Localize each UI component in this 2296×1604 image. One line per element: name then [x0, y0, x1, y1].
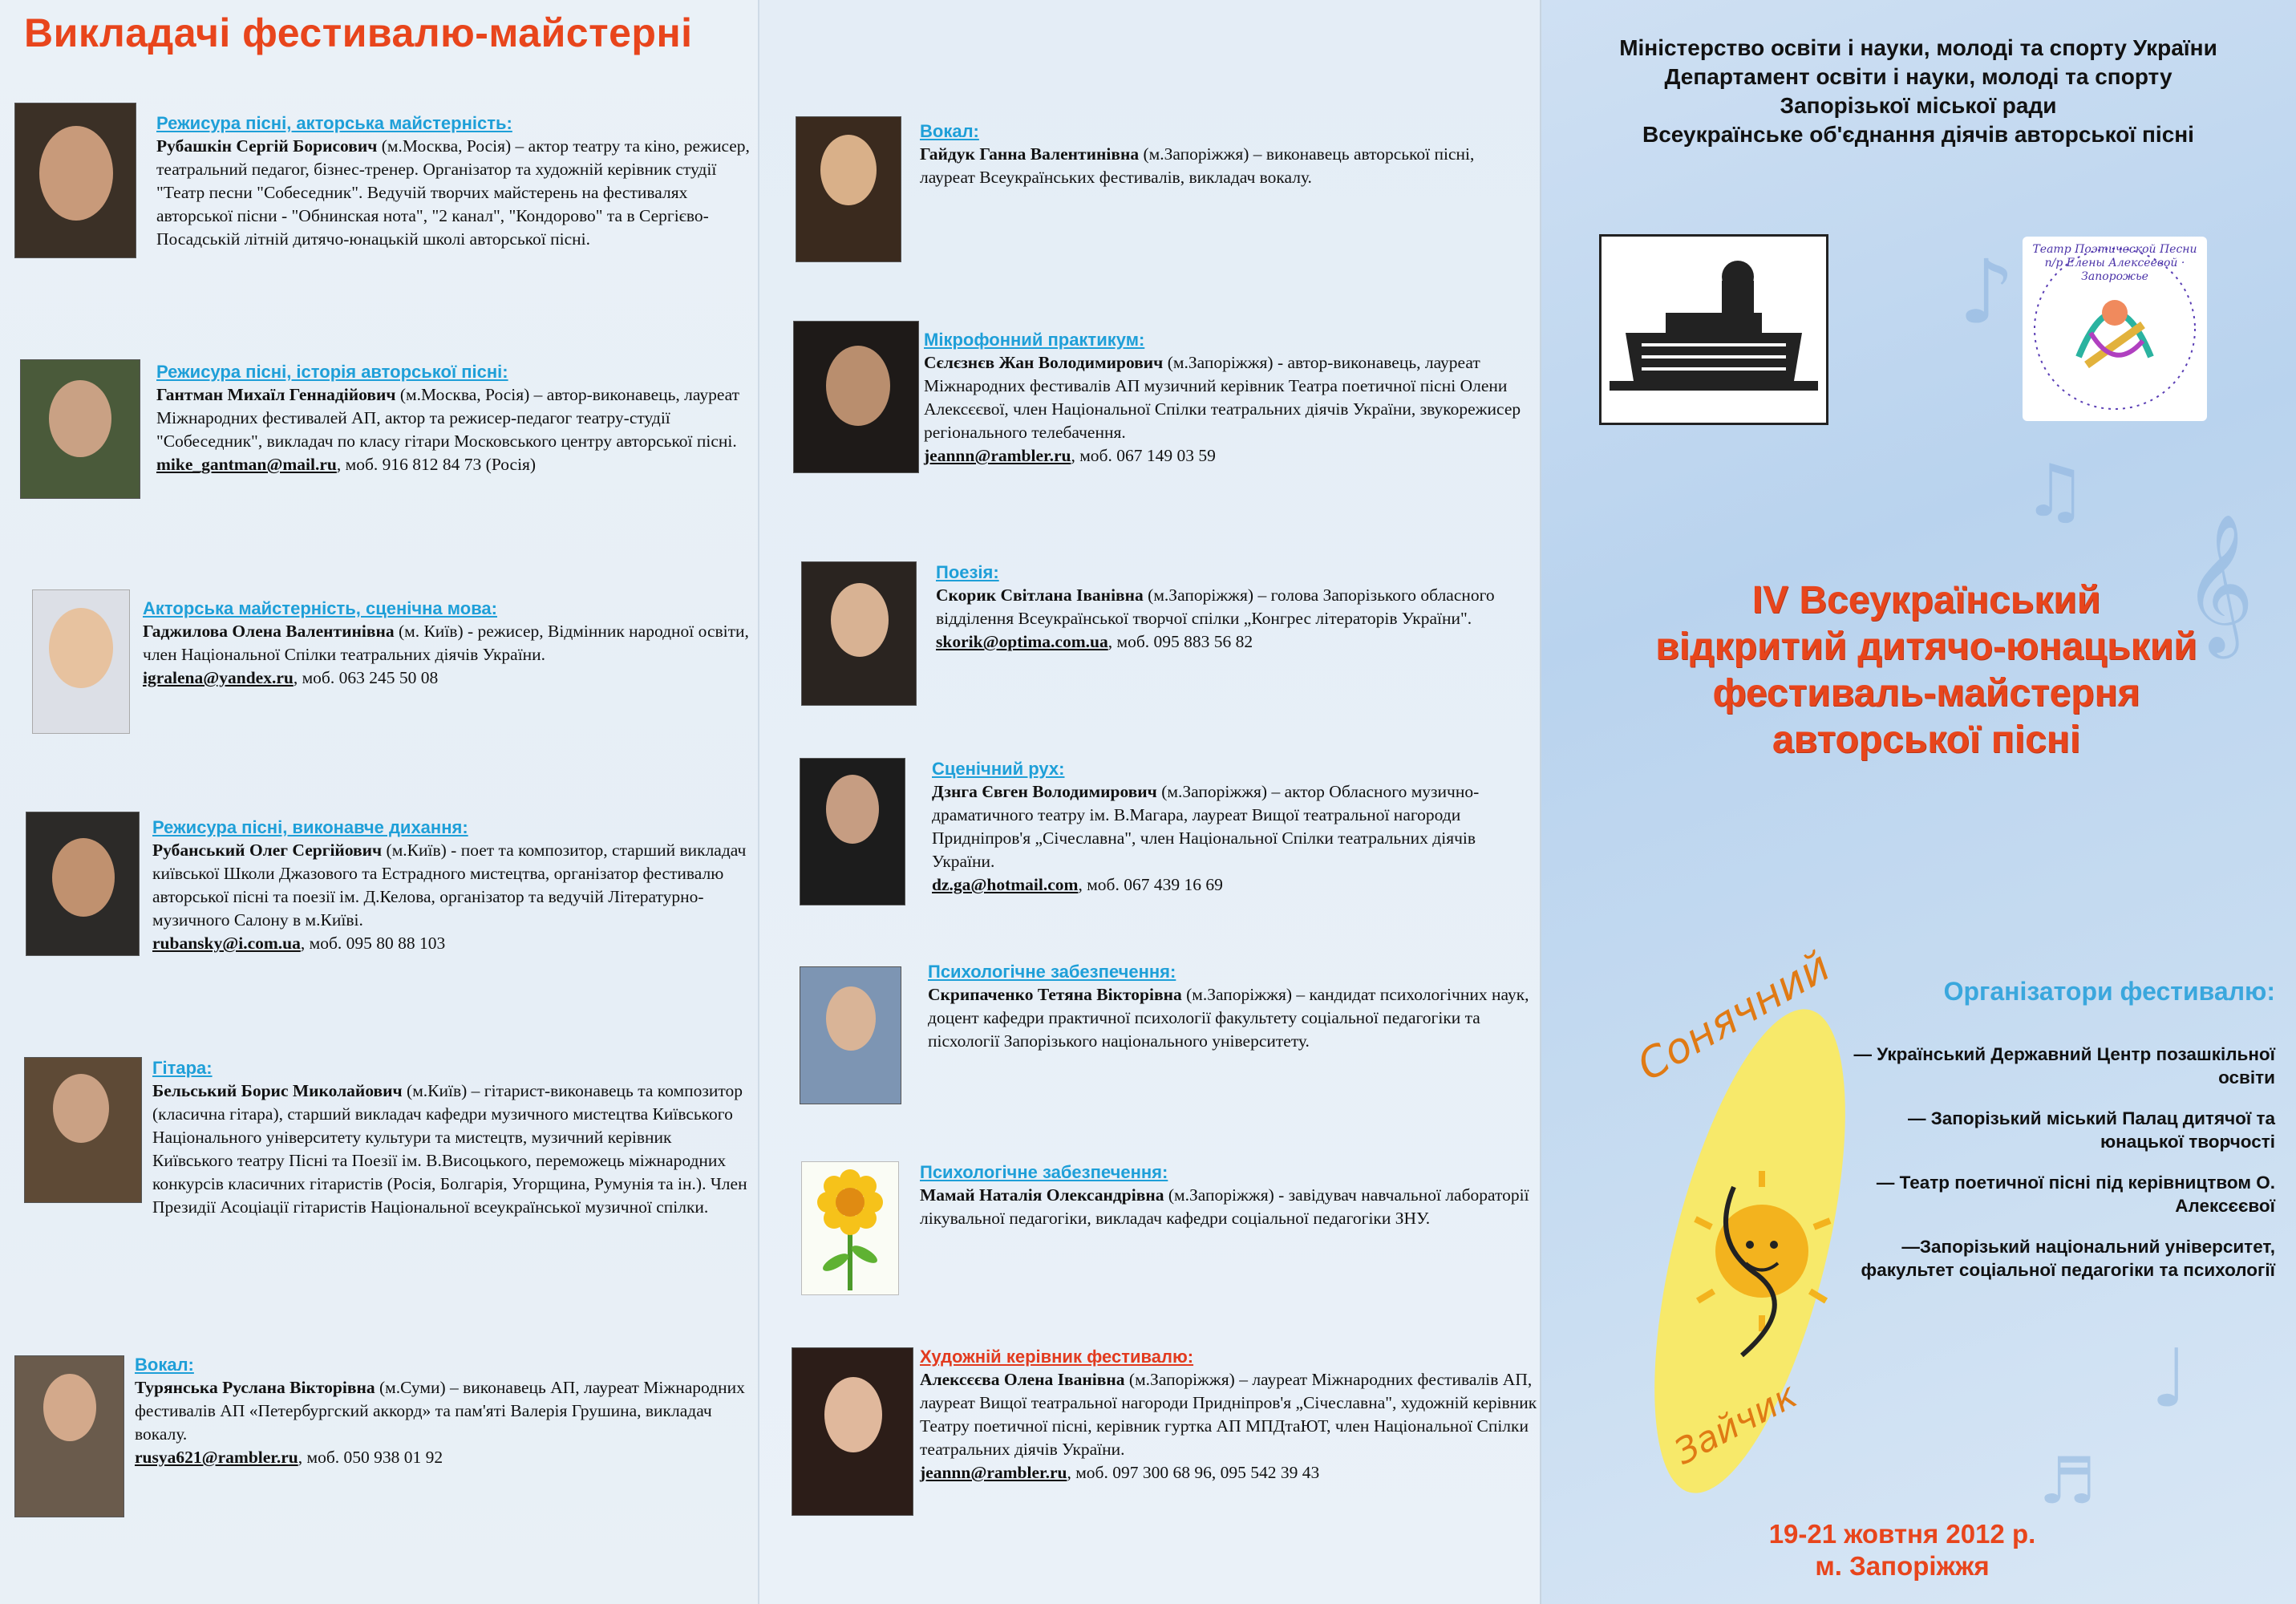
date-line: 19-21 жовтня 2012 р.	[1768, 1519, 2036, 1549]
organizers-list	[1826, 1043, 2275, 1299]
entry-text: (м. Київ) - режисер, Відмінник народної освіти, член Національної Спілки театральних діячів України.	[143, 622, 749, 664]
entry-role: Психологічне забезпечення:	[928, 962, 1176, 982]
palace-building-logo	[1599, 234, 1828, 425]
music-note-icon: ♬	[2039, 1444, 2096, 1518]
portrait-photo	[792, 1347, 913, 1516]
title-line: відкритий дитячо-юнацький	[1655, 626, 2197, 668]
portrait-photo	[20, 359, 140, 499]
entry-phone: , моб. 067 149 03 59	[1071, 446, 1216, 465]
sun-logo-top-text: Сонячний	[1630, 942, 1839, 1091]
entry-name: Рубанський Олег Сергійович	[152, 840, 383, 860]
theatre-logo-text: Театр Поэтической Песни п/р Елены Алексеевой · Запорожье	[2032, 243, 2197, 283]
entry-name: Гайдук Ганна Валентинівна	[920, 144, 1140, 164]
title-line: авторської пісні	[1772, 719, 2081, 761]
entry-role: Психологічне забезпечення:	[920, 1162, 1168, 1182]
entry-email[interactable]: igralena@yandex.ru	[143, 668, 294, 687]
portrait-photo	[793, 321, 919, 473]
teacher-entry	[152, 1057, 750, 1219]
entry-role: Поезія:	[936, 562, 999, 582]
entry-role: Художній керівник фестивалю:	[920, 1347, 1194, 1367]
org-line: Департамент освіти і науки, молоді та спорту	[1664, 64, 2172, 89]
entry-text: (м.Запоріжжя) – актор Обласного музично-драматичного театру ім. В.Магара, лауреат Вищої театральної нагороди Придніпров'я „Січеславна", член Національної Спілки театральних діячів України.	[932, 782, 1480, 871]
teacher-entry	[932, 758, 1533, 897]
portrait-photo	[24, 1057, 142, 1203]
entry-text: (м.Запоріжжя) – виконавець авторської пісні, лауреат Всеукраїнських фестивалів, викладач вокалу.	[920, 144, 1475, 187]
cover-panel	[1540, 0, 2296, 1604]
teacher-entry	[156, 361, 754, 476]
sunflower-illustration	[801, 1161, 899, 1295]
music-note-icon: ♫	[2023, 449, 2087, 533]
entry-email[interactable]: mike_gantman@mail.ru	[156, 455, 337, 474]
title-line: фестиваль-майстерня	[1712, 672, 2140, 715]
teacher-entry	[920, 120, 1529, 189]
organizer-item: — Запорізький міський Палац дитячої та юнацької творчості	[1907, 1108, 2275, 1152]
portrait-photo	[32, 589, 130, 734]
entry-name: Гаджилова Олена Валентинівна	[143, 622, 395, 641]
festival-title	[1589, 577, 2263, 764]
entry-name: Бельський Борис Миколайович	[152, 1081, 403, 1100]
entry-phone: , моб. 050 938 01 92	[298, 1448, 443, 1467]
entry-role: Акторська майстерність, сценічна мова:	[143, 598, 497, 618]
entry-name: Дзнга Євген Володимирович	[932, 782, 1157, 801]
entry-email[interactable]: jeannn@rambler.ru	[920, 1463, 1067, 1482]
organizer-header	[1557, 34, 2279, 149]
entry-name: Алексєєва Олена Іванівна	[920, 1370, 1125, 1389]
entry-email[interactable]: rubansky@i.com.ua	[152, 934, 301, 953]
teacher-entry	[936, 561, 1529, 654]
portrait-photo	[800, 758, 905, 905]
entry-text: (м.Запоріжжя) – лауреат Міжнародних фестивалів АП, лауреат Вищої театральної нагороди Придніпров'я „Січеславна", художній керівник Театру поетичної пісні, керівник гуртка АП МПДтаЮТ, член Національної Спілки театральних діячів України.	[920, 1370, 1537, 1459]
theatre-logo	[2023, 237, 2207, 421]
entry-text: (м.Київ) – гітарист-виконавець та композитор (класична гітара), старший викладач кафедри музичного мистецтва Київського Національного університету культури та мистецтв, музичний керівник Київського театру Пісні та Поезії ім. В.Висоцького, переможець міжнародних конкурсів класичних гітаристів (Росія, Болгарія, Угорщина, Румунія та ін.). Член Президії Асоціації гітаристів Національної всеукраїнської музичної спілки.	[152, 1081, 747, 1217]
city-line: м. Запоріжжя	[1815, 1551, 1990, 1581]
entry-name: Сєлєзнєв Жан Володимирович	[924, 353, 1164, 372]
entry-text: (м.Запоріжжя) – голова Запорізького обласного відділення Всеукраїнської творчої спілки „Конгрес літераторів України".	[936, 585, 1495, 628]
org-line: Всеукраїнське об'єднання діячів авторської пісні	[1642, 122, 2194, 147]
entry-name: Скрипаченко Тетяна Вікторівна	[928, 985, 1182, 1004]
teacher-entry	[156, 112, 750, 251]
entry-text: (м.Запоріжжя) - завідувач навчальної лабораторії лікувальної педагогіки, викладач кафедри соціальної педагогіки ЗНУ.	[920, 1185, 1529, 1228]
entry-role: Вокал:	[920, 121, 979, 141]
entry-role: Режисура пісні, акторська майстерність:	[156, 113, 512, 133]
treble-clef-icon: 𝄞	[2183, 513, 2254, 653]
organizer-item: — Театр поетичної пісні під керівництвом О. Алексєєвої	[1876, 1173, 2275, 1216]
organizer-item: —Запорізький національний університет, факультет соціальної педагогіки та психології	[1861, 1237, 2275, 1280]
entry-phone: , моб. 097 300 68 96, 095 542 39 43	[1067, 1463, 1320, 1482]
entry-text: (м.Суми) – виконавець АП, лауреат Міжнародних фестивалів АП «Петербургский аккорд» та пам'яті Валерія Грушина, викладач вокалу.	[135, 1378, 745, 1444]
middle-panel	[758, 0, 1541, 1604]
entry-name: Скорик Світлана Іванівна	[936, 585, 1144, 605]
teacher-entry	[152, 816, 754, 955]
portrait-photo	[801, 561, 917, 706]
entry-name: Рубашкін Сергій Борисович	[156, 136, 378, 156]
portrait-photo	[800, 966, 901, 1104]
music-note-icon: ♪	[1958, 241, 2015, 343]
portrait-photo	[14, 1355, 124, 1517]
teacher-entry	[920, 1346, 1537, 1485]
panel-heading: Викладачі фестивалю-майстерні	[24, 10, 693, 55]
entry-phone: , моб. 095 80 88 103	[300, 934, 446, 953]
festival-date	[1702, 1518, 2103, 1582]
entry-text: (м.Москва, Росія) – автор-виконавець, лауреат Міжнародних фестивалей АП, актор та режисер-педагог театру-студії "Собеседник", викладач по класу гітари Московського центру авторської пісні.	[156, 385, 740, 451]
entry-role: Мікрофонний практикум:	[924, 330, 1145, 350]
entry-phone: , моб. 095 883 56 82	[1108, 632, 1253, 651]
org-line: Міністерство освіти і науки, молоді та спорту України	[1619, 35, 2217, 60]
entry-role: Гітара:	[152, 1058, 213, 1078]
teacher-entry	[920, 1161, 1537, 1230]
entry-role: Вокал:	[135, 1355, 194, 1375]
entry-phone: , моб. 067 439 16 69	[1078, 875, 1223, 894]
teacher-entry	[924, 329, 1533, 468]
entry-email[interactable]: dz.ga@hotmail.com	[932, 875, 1079, 894]
entry-role: Сценічний рух:	[932, 759, 1065, 779]
teacher-entry	[143, 597, 752, 690]
portrait-photo	[14, 103, 136, 258]
entry-name: Гантман Михаїл Геннадійович	[156, 385, 396, 404]
sun-logo-bottom-text: Зайчик	[1667, 1375, 1804, 1473]
teacher-entry	[135, 1354, 752, 1469]
entry-text: (м.Запоріжжя) - автор-виконавець, лауреат Міжнародних фестивалів АП музичний керівник Театра поетичної пісні Олени Алексєєвої, член Національної Спілки театральних діячів України, звукорежисер регіонального телебачення.	[924, 353, 1521, 442]
entry-email[interactable]: skorik@optima.com.ua	[936, 632, 1108, 651]
left-panel	[0, 0, 758, 1604]
entry-email[interactable]: jeannn@rambler.ru	[924, 446, 1071, 465]
entry-text: (м.Київ) - поет та композитор, старший викладач київської Школи Джазового та Естрадного мистецтва, організатор фестивалю авторської пісні та поезії ім. Д.Келова, організатор та ведучій Літературно-музичного Салону в м.Київі.	[152, 840, 747, 930]
entry-phone: , моб. 916 812 84 73 (Росія)	[336, 455, 537, 474]
entry-name: Турянська Руслана Вікторівна	[135, 1378, 375, 1397]
entry-email[interactable]: rusya621@rambler.ru	[135, 1448, 298, 1467]
entry-role: Режисура пісні, виконавче дихання:	[152, 817, 468, 837]
organizers-title: Організатори фестивалю:	[1943, 977, 2275, 1006]
entry-name: Мамай Наталія Олександрівна	[920, 1185, 1164, 1205]
org-line: Запорізької міської ради	[1780, 93, 2057, 118]
teacher-entry	[928, 961, 1529, 1053]
entry-phone: , моб. 063 245 50 08	[293, 668, 439, 687]
title-line: IV Всеукраїнський	[1751, 579, 2101, 622]
portrait-photo	[26, 812, 140, 956]
entry-role: Режисура пісні, історія авторської пісні:	[156, 362, 508, 382]
music-note-icon: ♩	[2151, 1331, 2189, 1425]
entry-text: (м.Москва, Росія) – актор театру та кіно, режисер, театральний педагог, бізнес-тренер. Організатор та художній керівник студії "Театр песни "Собеседник". Ведучій творчих майстерень на фестивалях авторської пісни - "Обнинская нота", "2 канал", "Кондорово" та в Сергієво-Посадській літній дитячо-юнацькій школі авторської пісні.	[156, 136, 750, 249]
organizer-item: — Український Державний Центр позашкільної освіти	[1853, 1044, 2275, 1088]
portrait-photo	[796, 116, 901, 262]
entry-text: (м.Запоріжжя) – кандидат психологічних наук, доцент кафедри практичної психології факультету соціальної педагогіки та пісхології Запорізького національного університету.	[928, 985, 1529, 1051]
